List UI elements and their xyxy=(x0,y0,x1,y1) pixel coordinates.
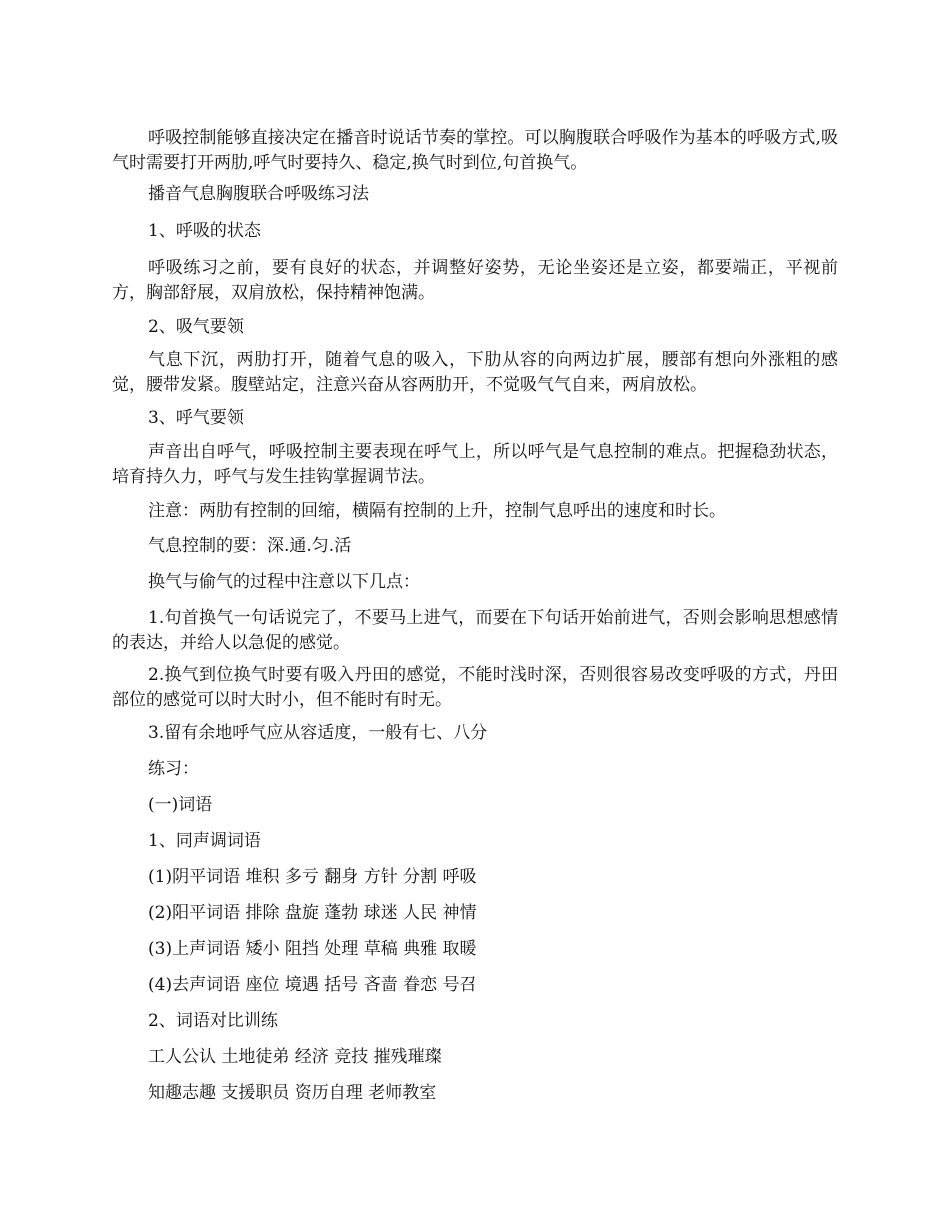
paragraph-point-2: 2.换气到位换气时要有吸入丹田的感觉，不能时浅时深，否则很容易改变呼吸的方式，丹田部位的感觉可以时大时小，但不能时有时无。 xyxy=(112,665,838,710)
paragraph-tone-3-words: (3)上声词语 矮小 阻挡 处理 草稿 典雅 取暖 xyxy=(148,939,477,959)
paragraph-breath-change-points: 换气与偷气的过程中注意以下几点： xyxy=(148,572,420,592)
paragraph-same-tone-heading: 1、同声调词语 xyxy=(148,831,261,851)
paragraph-section-title: 播音气息胸腹联合呼吸练习法 xyxy=(148,184,369,204)
paragraph-breath-control-intro: 呼吸控制能够直接决定在播音时说话节奏的掌控。可以胸腹联合呼吸作为基本的呼吸方式,吸气时需要打开两肋,呼气时要持久、稳定,换气时到位,句首换气。 xyxy=(112,128,838,173)
paragraph-contrast-heading: 2、词语对比训练 xyxy=(148,1011,278,1031)
paragraph-tone-2-words: (2)阳平词语 排除 盘旋 蓬勃 球迷 人民 神情 xyxy=(148,903,477,923)
paragraph-contrast-line-2: 知趣志趣 支援职员 资历自理 老师教室 xyxy=(148,1083,437,1103)
paragraph-point-3: 3.留有余地呼气应从容适度，一般有七、八分 xyxy=(148,723,488,743)
paragraph-heading-exhale: 3、呼气要领 xyxy=(148,408,244,428)
paragraph-tone-1-words: (1)阴平词语 堆积 多亏 翻身 方针 分割 呼吸 xyxy=(148,867,477,887)
paragraph-inhale-body: 气息下沉，两肋打开，随着气息的吸入，下肋从容的向两边扩展，腰部有想向外涨粗的感觉，腰带发紧。腹壁站定，注意兴奋从容两肋开，不觉吸气气自来，两肩放松。 xyxy=(112,350,838,395)
paragraph-exhale-body: 声音出自呼气，呼吸控制主要表现在呼气上，所以呼气是气息控制的难点。把握稳劲状态，培育持久力，呼气与发生挂钩掌握调节法。 xyxy=(112,442,838,487)
paragraph-note: 注意：两肋有控制的回缩，横隔有控制的上升，控制气息呼出的速度和时长。 xyxy=(148,501,726,521)
paragraph-heading-breath-state: 1、呼吸的状态 xyxy=(148,221,261,241)
paragraph-heading-inhale: 2、吸气要领 xyxy=(148,317,244,337)
paragraph-practice-label: 练习： xyxy=(148,759,199,779)
paragraph-point-1: 1.句首换气一句话说完了，不要马上进气，而要在下句话开始前进气，否则会影响思想感情的表达，并给人以急促的感觉。 xyxy=(112,608,838,653)
paragraph-contrast-line-1: 工人公认 土地徒弟 经济 竞技 摧残璀璨 xyxy=(148,1047,442,1067)
paragraph-words-heading: (一)词语 xyxy=(148,795,213,815)
paragraph-tone-4-words: (4)去声词语 座位 境遇 括号 吝啬 眷恋 号召 xyxy=(148,975,477,995)
paragraph-control-keys: 气息控制的要：深.通.匀.活 xyxy=(148,536,352,556)
paragraph-breath-state-body: 呼吸练习之前，要有良好的状态，并调整好姿势，无论坐姿还是立姿，都要端正，平视前方，胸部舒展，双肩放松，保持精神饱满。 xyxy=(112,258,838,303)
